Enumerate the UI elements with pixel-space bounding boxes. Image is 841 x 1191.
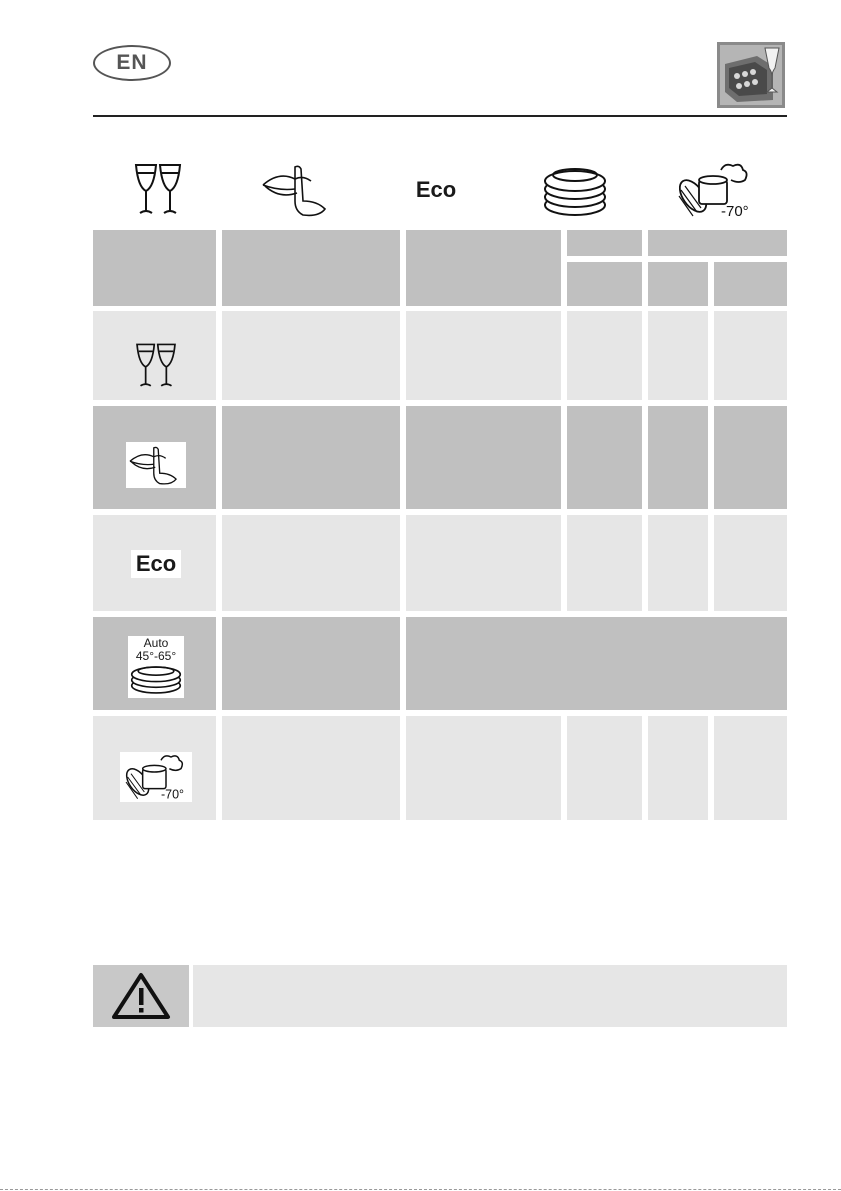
table-cell — [567, 716, 642, 820]
eco-label-icon — [405, 158, 467, 222]
table-cell — [222, 716, 400, 820]
table-header-cell — [567, 262, 642, 306]
table-cell — [648, 716, 708, 820]
intensive-temp-label: -70° — [161, 787, 185, 802]
table-merged-cell — [406, 617, 787, 710]
dishwasher-glass-icon — [717, 42, 785, 108]
silent-lips-icon — [258, 158, 338, 222]
table-cell — [406, 515, 561, 611]
table-cell — [714, 716, 787, 820]
table-header-cell — [648, 230, 787, 256]
intensive-pot-70-icon — [675, 158, 755, 222]
auto-plates-icon — [128, 636, 184, 698]
table-cell — [567, 515, 642, 611]
header-divider — [93, 115, 787, 117]
plates-stack-icon — [540, 158, 610, 222]
glasses-icon — [130, 340, 182, 392]
table-cell — [714, 515, 787, 611]
table-cell — [567, 311, 642, 400]
table-cell — [714, 406, 787, 509]
warning-triangle-icon — [110, 971, 172, 1021]
table-cell — [222, 406, 400, 509]
table-header-cell — [648, 262, 708, 306]
table-cell — [714, 311, 787, 400]
auto-label: Auto — [143, 636, 169, 650]
table-header-cell — [406, 230, 561, 306]
auto-temp-range: 45°-65° — [135, 649, 177, 663]
language-badge: EN — [93, 45, 171, 81]
table-cell — [222, 311, 400, 400]
intensive-pot-70-icon — [120, 752, 192, 802]
plates-stack-icon — [129, 663, 183, 697]
table-cell — [648, 406, 708, 509]
table-cell — [406, 311, 561, 400]
table-header-cell — [714, 262, 787, 306]
table-cell — [648, 515, 708, 611]
eco-label: Eco — [131, 550, 181, 578]
eco-label-icon — [128, 549, 184, 579]
warning-icon-cell — [93, 965, 189, 1027]
intensive-temp-label: -70° — [721, 203, 749, 220]
table-header-cell — [93, 230, 216, 306]
glasses-icon — [128, 158, 188, 222]
table-header-cell — [567, 230, 642, 256]
table-cell — [406, 406, 561, 509]
eco-label: Eco — [415, 177, 457, 202]
table-cell — [222, 515, 400, 611]
table-cell — [222, 617, 400, 710]
table-header-cell — [222, 230, 400, 306]
table-cell — [406, 716, 561, 820]
silent-lips-icon — [126, 442, 186, 488]
table-cell — [648, 311, 708, 400]
table-cell — [567, 406, 642, 509]
warning-text-cell — [193, 965, 787, 1027]
